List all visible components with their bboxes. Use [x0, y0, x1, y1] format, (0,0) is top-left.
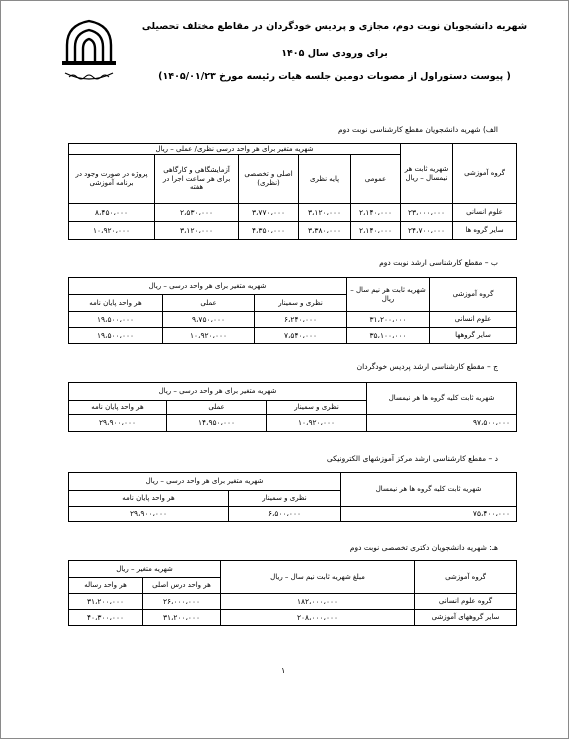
section-a-title: الف) شهریه دانشجویان مقطع کارشناسی نوبت دوم	[338, 125, 498, 134]
table-cell: ۴،۳۵۰،۰۰۰	[239, 222, 299, 240]
table-cell: ۳۵،۱۰۰،۰۰۰	[347, 328, 430, 344]
table-row	[69, 415, 517, 432]
header-cell: گروه آموزشی	[430, 278, 517, 312]
header-cell: هر واحد رساله	[69, 578, 143, 594]
table-cell: سایر گروهها	[430, 328, 517, 344]
document-reference: ( پیوست دستوراول از مصوبات دومین جلسه هیات رئیسه مورخ ۱۴۰۵/۰۱/۲۳)	[158, 71, 511, 82]
table-cell: ۳۱،۲۰۰،۰۰۰	[143, 610, 221, 626]
section-d-table	[68, 472, 517, 522]
header-cell: شهریه ثابت کلیه گروه ها هر نیمسال	[367, 383, 517, 415]
table-cell: سایر گروههای آموزشی	[415, 610, 517, 626]
header-cell: عملی	[163, 295, 255, 312]
table-cell: علوم انسانی	[430, 312, 517, 328]
header-cell: اصلی و تخصصی (نظری)	[239, 155, 299, 204]
table-row	[69, 610, 517, 626]
university-logo-icon	[59, 15, 119, 89]
header-cell: هر واحد پایان نامه	[69, 295, 163, 312]
table-cell: علوم انسانی	[453, 204, 517, 222]
table-cell: ۱۰،۹۲۰،۰۰۰	[69, 222, 155, 240]
table-cell: گروه علوم انسانی	[415, 594, 517, 610]
table-cell: ۶،۵۰۰،۰۰۰	[229, 507, 341, 522]
table-cell: سایر گروه ها	[453, 222, 517, 240]
header-cell: نظری و سمینار	[229, 491, 341, 507]
table-cell: ۳۱،۲۰۰،۰۰۰	[69, 594, 143, 610]
section-c-table	[68, 382, 517, 432]
table-cell: ۱۴،۹۵۰،۰۰۰	[167, 415, 267, 432]
table-cell: ۲۴،۷۰۰،۰۰۰	[401, 222, 453, 240]
header-cell: نظری و سمینار	[267, 401, 367, 415]
table-cell: ۱۸۲،۰۰۰،۰۰۰	[221, 594, 415, 610]
header-cell: شهریه متغیر برای هر واحد درسی نظری/ عملی – ریال	[69, 144, 401, 155]
header-cell: شهریه ثابت هر نیم سال – ریال	[347, 278, 430, 312]
header-cell: شهریه ثابت کلیه گروه ها هر نیمسال	[341, 473, 517, 507]
header-cell: شهریه ثابت هر نیمسال – ریال	[401, 144, 453, 204]
table-cell: ۲،۱۴۰،۰۰۰	[351, 204, 401, 222]
header-cell: عملی	[167, 401, 267, 415]
table-cell: ۲،۱۴۰،۰۰۰	[351, 222, 401, 240]
section-a-table	[68, 143, 517, 240]
header-cell: نظری و سمینار	[255, 295, 347, 312]
header-cell: مبلغ شهریه ثابت نیم سال – ریال	[221, 561, 415, 594]
header-cell: هر واحد پایان نامه	[69, 401, 167, 415]
table-cell: ۲۹،۹۰۰،۰۰۰	[69, 507, 229, 522]
table-row	[69, 222, 517, 240]
section-b-title: ب – مقطع کارشناسی ارشد نوبت دوم	[379, 258, 498, 267]
header-cell: پایه نظری	[299, 155, 351, 204]
header-cell: گروه آموزشی	[453, 144, 517, 204]
table-cell: ۸،۴۵۰،۰۰۰	[69, 204, 155, 222]
table-cell: ۱۹،۵۰۰،۰۰۰	[69, 312, 163, 328]
table-cell: ۲۰۸،۰۰۰،۰۰۰	[221, 610, 415, 626]
table-cell: ۳۱،۲۰۰،۰۰۰	[347, 312, 430, 328]
page-number: ۱	[281, 666, 286, 675]
header-cell: شهریه متغیر برای هر واحد درسی – ریال	[69, 278, 347, 295]
table-cell: ۳،۳۸۰،۰۰۰	[299, 222, 351, 240]
header-cell: پروژه در صورت وجود در برنامه آموزشی	[69, 155, 155, 204]
section-d-title: د – مقطع کارشناسی ارشد مرکز آموزشهای الکترونیکی	[326, 454, 498, 463]
table-row	[69, 312, 517, 328]
header-cell: عمومی	[351, 155, 401, 204]
table-cell: ۴۰،۳۰۰،۰۰۰	[69, 610, 143, 626]
section-c-title: ج – مقطع کارشناسی ارشد پردیس خودگردان	[356, 362, 498, 371]
table-cell: ۶،۲۴۰،۰۰۰	[255, 312, 347, 328]
table-cell: ۹۷،۵۰۰،۰۰۰	[367, 415, 517, 432]
document-title: شهریه دانشجویان نوبت دوم، مجازی و پردیس خودگردان در مقاطع مختلف تحصیلی	[141, 21, 528, 32]
table-cell: ۱۰،۹۲۰،۰۰۰	[163, 328, 255, 344]
table-cell: ۲۹،۹۰۰،۰۰۰	[69, 415, 167, 432]
table-cell: ۲۶،۰۰۰،۰۰۰	[143, 594, 221, 610]
table-row	[69, 328, 517, 344]
header-cell: آزمایشگاهی و کارگاهی برای هر ساعت اجرا در هفته	[155, 155, 239, 204]
section-b-table	[68, 277, 517, 344]
section-e-table	[68, 560, 517, 626]
header-cell: هر واحد پایان نامه	[69, 491, 229, 507]
table-row	[69, 507, 517, 522]
table-cell: ۳،۷۷۰،۰۰۰	[239, 204, 299, 222]
header-cell: شهریه متغیر برای هر واحد درسی – ریال	[69, 473, 341, 491]
table-row	[69, 204, 517, 222]
header-cell: هر واحد درس اصلی	[143, 578, 221, 594]
table-cell: ۲۳،۰۰۰،۰۰۰	[401, 204, 453, 222]
header-cell: گروه آموزشی	[415, 561, 517, 594]
table-cell: ۱۰،۹۲۰،۰۰۰	[267, 415, 367, 432]
document-subtitle: برای ورودی سال ۱۴۰۵	[281, 48, 388, 59]
table-cell: ۷،۵۴۰،۰۰۰	[255, 328, 347, 344]
header-cell: شهریه متغیر – ریال	[69, 561, 221, 578]
table-cell: ۷۵،۴۰۰،۰۰۰	[341, 507, 517, 522]
table-cell: ۳،۱۲۰،۰۰۰	[155, 222, 239, 240]
table-cell: ۲،۵۳۰،۰۰۰	[155, 204, 239, 222]
section-e-title: هـ: شهریه دانشجویان دکتری تخصصی نوبت دوم	[349, 543, 498, 552]
table-cell: ۱۹،۵۰۰،۰۰۰	[69, 328, 163, 344]
table-cell: ۹،۷۵۰،۰۰۰	[163, 312, 255, 328]
table-row	[69, 594, 517, 610]
header-cell: شهریه متغیر برای هر واحد درسی – ریال	[69, 383, 367, 401]
table-cell: ۳،۱۲۰،۰۰۰	[299, 204, 351, 222]
